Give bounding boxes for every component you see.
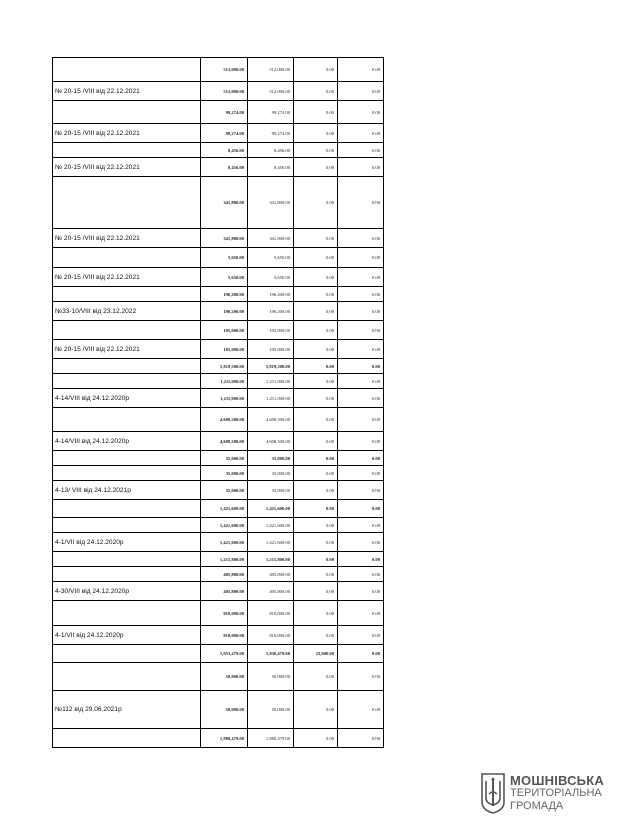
deviation-cell: 0.00 xyxy=(294,451,338,466)
deviation-cell: 0.00 xyxy=(294,500,338,518)
balance-cell: 0.00 xyxy=(338,321,384,340)
deviation-cell: 0.00 xyxy=(294,626,338,645)
plan-amount-cell: 50,000.00 xyxy=(201,691,248,729)
deviation-cell: 0.00 xyxy=(294,408,338,432)
plan-amount-cell: 105,000.00 xyxy=(201,321,248,340)
document-cell xyxy=(53,58,201,82)
deviation-cell: 0.00 xyxy=(294,466,338,481)
table-row xyxy=(53,408,384,432)
plan-amount-cell: 341,800.00 xyxy=(201,177,248,229)
plan-amount-cell: 1,953,479.00 xyxy=(201,645,248,663)
table-row xyxy=(53,158,384,177)
plan-amount-cell: 1,215,800.00 xyxy=(201,552,248,567)
deviation-cell: 0.00 xyxy=(294,552,338,567)
actual-amount-cell: 8,456.00 xyxy=(248,143,294,158)
deviation-cell: 0.00 xyxy=(294,567,338,582)
logo-line-3: ГРОМАДА xyxy=(510,800,564,812)
document-cell xyxy=(53,248,201,268)
document-cell xyxy=(53,552,201,567)
actual-amount-cell: 35,000.00 xyxy=(248,466,294,481)
document-cell: 4-14/VIII від 24.12.2020р xyxy=(53,389,201,408)
document-cell xyxy=(53,729,201,748)
document-cell xyxy=(53,101,201,124)
document-cell: 4-14/VIII від 24.12.2020р xyxy=(53,432,201,451)
table-row xyxy=(53,359,384,374)
document-cell: № 20-15 /VIII від 22.12.2021 xyxy=(53,124,201,143)
plan-amount-cell: 341,800.00 xyxy=(201,229,248,248)
table-row xyxy=(53,302,384,321)
table-row xyxy=(53,82,384,101)
document-cell xyxy=(53,143,201,158)
actual-amount-cell: 1,930,479.00 xyxy=(248,645,294,663)
plan-amount-cell: 810,000.00 xyxy=(201,601,248,626)
plan-amount-cell: 35,000.00 xyxy=(201,451,248,466)
actual-amount-cell: 405,800.00 xyxy=(248,567,294,582)
deviation-cell: 0.00 xyxy=(294,359,338,374)
table-row xyxy=(53,533,384,552)
balance-cell: 0.00 xyxy=(338,691,384,729)
actual-amount-cell: 1,421,600.00 xyxy=(248,500,294,518)
table-row xyxy=(53,466,384,481)
plan-amount-cell: 405,800.00 xyxy=(201,582,248,601)
document-cell: № 20-15 /VIII від 22.12.2021 xyxy=(53,340,201,359)
table-row xyxy=(53,229,384,248)
plan-amount-cell: 8,456.00 xyxy=(201,143,248,158)
document-cell xyxy=(53,177,201,229)
balance-cell: 0.00 xyxy=(338,481,384,500)
document-cell xyxy=(53,359,201,374)
actual-amount-cell: 99,274.00 xyxy=(248,124,294,143)
actual-amount-cell: 50,000.00 xyxy=(248,663,294,691)
balance-cell: 0.00 xyxy=(338,177,384,229)
plan-amount-cell: 512,000.00 xyxy=(201,58,248,82)
table-row xyxy=(53,268,384,287)
table-row xyxy=(53,567,384,582)
document-cell: 4-1/VII від 24.12.2020р xyxy=(53,626,201,645)
plan-amount-cell: 4,608,500.00 xyxy=(201,408,248,432)
deviation-cell: 0.00 xyxy=(294,158,338,177)
table-row xyxy=(53,177,384,229)
deviation-cell: 0.00 xyxy=(294,582,338,601)
balance-cell: 0.00 xyxy=(338,626,384,645)
balance-cell: 0.00 xyxy=(338,552,384,567)
deviation-cell: 0.00 xyxy=(294,389,338,408)
actual-amount-cell: 1,211,000.00 xyxy=(248,389,294,408)
actual-amount-cell: 1,211,000.00 xyxy=(248,374,294,389)
document-cell xyxy=(53,567,201,582)
plan-amount-cell: 4,608,500.00 xyxy=(201,432,248,451)
balance-cell: 0.00 xyxy=(338,268,384,287)
balance-cell: 0.00 xyxy=(338,302,384,321)
balance-cell: 0.00 xyxy=(338,729,384,748)
balance-cell: 0.00 xyxy=(338,374,384,389)
table-row xyxy=(53,287,384,302)
actual-amount-cell: 512,000.00 xyxy=(248,82,294,101)
actual-amount-cell: 35,000.00 xyxy=(248,481,294,500)
table-row xyxy=(53,691,384,729)
deviation-cell: 0.00 xyxy=(294,302,338,321)
document-cell xyxy=(53,287,201,302)
actual-amount-cell: 4,608,500.00 xyxy=(248,408,294,432)
table-row xyxy=(53,101,384,124)
deviation-cell: 0.00 xyxy=(294,287,338,302)
plan-amount-cell: 5,650.00 xyxy=(201,268,248,287)
community-logo xyxy=(476,772,621,816)
document-cell xyxy=(53,663,201,691)
plan-amount-cell: 35,000.00 xyxy=(201,466,248,481)
actual-amount-cell: 5,650.00 xyxy=(248,248,294,268)
actual-amount-cell: 341,800.00 xyxy=(248,229,294,248)
table-row xyxy=(53,451,384,466)
actual-amount-cell: 196,200.00 xyxy=(248,287,294,302)
deviation-cell: 0.00 xyxy=(294,321,338,340)
plan-amount-cell: 810,000.00 xyxy=(201,626,248,645)
plan-amount-cell: 1,880,479.00 xyxy=(201,729,248,748)
table-row xyxy=(53,248,384,268)
plan-amount-cell: 1,421,600.00 xyxy=(201,518,248,533)
deviation-cell: 0.00 xyxy=(294,248,338,268)
budget-table xyxy=(52,57,384,748)
plan-amount-cell: 99,274.00 xyxy=(201,101,248,124)
document-cell: № 20-15 /VIII від 22.12.2021 xyxy=(53,229,201,248)
document-cell: № 20-15 /VIII від 22.12.2021 xyxy=(53,158,201,177)
table-row xyxy=(53,601,384,626)
deviation-cell: 23,000.00 xyxy=(294,645,338,663)
actual-amount-cell: 8,456.00 xyxy=(248,158,294,177)
balance-cell: 0.00 xyxy=(338,287,384,302)
actual-amount-cell: 35,000.00 xyxy=(248,451,294,466)
document-cell: 4-1/VII від 24.12.2020р xyxy=(53,533,201,552)
balance-cell: 0.00 xyxy=(338,432,384,451)
balance-cell: 0.00 xyxy=(338,663,384,691)
deviation-cell: 0.00 xyxy=(294,729,338,748)
balance-cell: 0.00 xyxy=(338,229,384,248)
balance-cell: 0.00 xyxy=(338,582,384,601)
actual-amount-cell: 810,000.00 xyxy=(248,601,294,626)
table-row xyxy=(53,389,384,408)
plan-amount-cell: 8,456.00 xyxy=(201,158,248,177)
plan-amount-cell: 1,421,600.00 xyxy=(201,533,248,552)
table-row xyxy=(53,645,384,663)
balance-cell: 0.00 xyxy=(338,500,384,518)
table-row xyxy=(53,58,384,82)
plan-amount-cell: 5,819,500.00 xyxy=(201,359,248,374)
balance-cell: 0.00 xyxy=(338,466,384,481)
deviation-cell: 0.00 xyxy=(294,101,338,124)
document-cell: №112 від 29.06.2021р xyxy=(53,691,201,729)
balance-cell: 0.00 xyxy=(338,518,384,533)
deviation-cell: 0.00 xyxy=(294,177,338,229)
actual-amount-cell: 5,650.00 xyxy=(248,268,294,287)
table-row xyxy=(53,500,384,518)
deviation-cell: 0.00 xyxy=(294,533,338,552)
balance-cell: 0.00 xyxy=(338,389,384,408)
deviation-cell: 0.00 xyxy=(294,374,338,389)
document-cell xyxy=(53,321,201,340)
table-row xyxy=(53,626,384,645)
plan-amount-cell: 512,000.00 xyxy=(201,82,248,101)
deviation-cell: 0.00 xyxy=(294,124,338,143)
balance-cell: 0.00 xyxy=(338,533,384,552)
actual-amount-cell: 405,800.00 xyxy=(248,582,294,601)
deviation-cell: 0.00 xyxy=(294,268,338,287)
document-cell xyxy=(53,518,201,533)
deviation-cell: 0.00 xyxy=(294,518,338,533)
balance-cell: 0.00 xyxy=(338,359,384,374)
balance-cell: 0.00 xyxy=(338,340,384,359)
table-row xyxy=(53,582,384,601)
actual-amount-cell: 810,000.00 xyxy=(248,626,294,645)
document-cell xyxy=(53,645,201,663)
plan-amount-cell: 35,000.00 xyxy=(201,481,248,500)
document-cell: №33-10/VIII від 23.12.2022 xyxy=(53,302,201,321)
balance-cell: 0.00 xyxy=(338,158,384,177)
table-row xyxy=(53,481,384,500)
balance-cell: 0.00 xyxy=(338,82,384,101)
plan-amount-cell: 1,421,600.00 xyxy=(201,500,248,518)
actual-amount-cell: 50,000.00 xyxy=(248,691,294,729)
balance-cell: 0.00 xyxy=(338,408,384,432)
table-row xyxy=(53,340,384,359)
deviation-cell: 0.00 xyxy=(294,58,338,82)
deviation-cell: 0.00 xyxy=(294,432,338,451)
document-cell xyxy=(53,466,201,481)
document-cell xyxy=(53,601,201,626)
table-row xyxy=(53,729,384,748)
deviation-cell: 0.00 xyxy=(294,340,338,359)
document-cell xyxy=(53,500,201,518)
deviation-cell: 0.00 xyxy=(294,663,338,691)
balance-cell: 0.00 xyxy=(338,451,384,466)
deviation-cell: 0.00 xyxy=(294,229,338,248)
logo-line-1: МОШНІВСЬКА xyxy=(510,773,604,788)
plan-amount-cell: 5,650.00 xyxy=(201,248,248,268)
table-row xyxy=(53,518,384,533)
actual-amount-cell: 4,608,500.00 xyxy=(248,432,294,451)
plan-amount-cell: 196,200.00 xyxy=(201,302,248,321)
balance-cell: 0.00 xyxy=(338,101,384,124)
actual-amount-cell: 5,819,500.00 xyxy=(248,359,294,374)
balance-cell: 0.00 xyxy=(338,645,384,663)
deviation-cell: 0.00 xyxy=(294,601,338,626)
actual-amount-cell: 196,200.00 xyxy=(248,302,294,321)
budget-table-body xyxy=(53,58,384,748)
deviation-cell: 0.00 xyxy=(294,143,338,158)
plan-amount-cell: 50,000.00 xyxy=(201,663,248,691)
document-cell: № 20-15 /VIII від 22.12.2021 xyxy=(53,268,201,287)
deviation-cell: 0.00 xyxy=(294,82,338,101)
actual-amount-cell: 1,215,800.00 xyxy=(248,552,294,567)
plan-amount-cell: 196,200.00 xyxy=(201,287,248,302)
document-cell xyxy=(53,408,201,432)
trident-icon xyxy=(480,772,506,814)
balance-cell: 0.00 xyxy=(338,58,384,82)
document-cell: № 20-15 /VIII від 22.12.2021 xyxy=(53,82,201,101)
actual-amount-cell: 1,421,600.00 xyxy=(248,533,294,552)
balance-cell: 0.00 xyxy=(338,143,384,158)
table-row xyxy=(53,432,384,451)
table-row xyxy=(53,663,384,691)
document-cell: 4-13/ VIII від 24.12.2021р xyxy=(53,481,201,500)
actual-amount-cell: 341,800.00 xyxy=(248,177,294,229)
deviation-cell: 0.00 xyxy=(294,481,338,500)
plan-amount-cell: 405,800.00 xyxy=(201,567,248,582)
balance-cell: 0.00 xyxy=(338,601,384,626)
plan-amount-cell: 1,211,000.00 xyxy=(201,374,248,389)
table-row xyxy=(53,143,384,158)
plan-amount-cell: 1,211,000.00 xyxy=(201,389,248,408)
table-row xyxy=(53,321,384,340)
table-row xyxy=(53,552,384,567)
balance-cell: 0.00 xyxy=(338,248,384,268)
actual-amount-cell: 512,000.00 xyxy=(248,58,294,82)
actual-amount-cell: 105,000.00 xyxy=(248,321,294,340)
plan-amount-cell: 105,000.00 xyxy=(201,340,248,359)
document-cell xyxy=(53,451,201,466)
actual-amount-cell: 1,880,479.00 xyxy=(248,729,294,748)
actual-amount-cell: 99,274.00 xyxy=(248,101,294,124)
logo-line-2: ТЕРИТОРІАЛЬНА xyxy=(510,787,602,799)
table-row xyxy=(53,124,384,143)
table-row xyxy=(53,374,384,389)
deviation-cell: 0.00 xyxy=(294,691,338,729)
plan-amount-cell: 99,274.00 xyxy=(201,124,248,143)
balance-cell: 0.00 xyxy=(338,124,384,143)
actual-amount-cell: 105,000.00 xyxy=(248,340,294,359)
document-cell: 4-30/VIII від 24.12.2020р xyxy=(53,582,201,601)
document-cell xyxy=(53,374,201,389)
actual-amount-cell: 1,421,600.00 xyxy=(248,518,294,533)
balance-cell: 0.00 xyxy=(338,567,384,582)
